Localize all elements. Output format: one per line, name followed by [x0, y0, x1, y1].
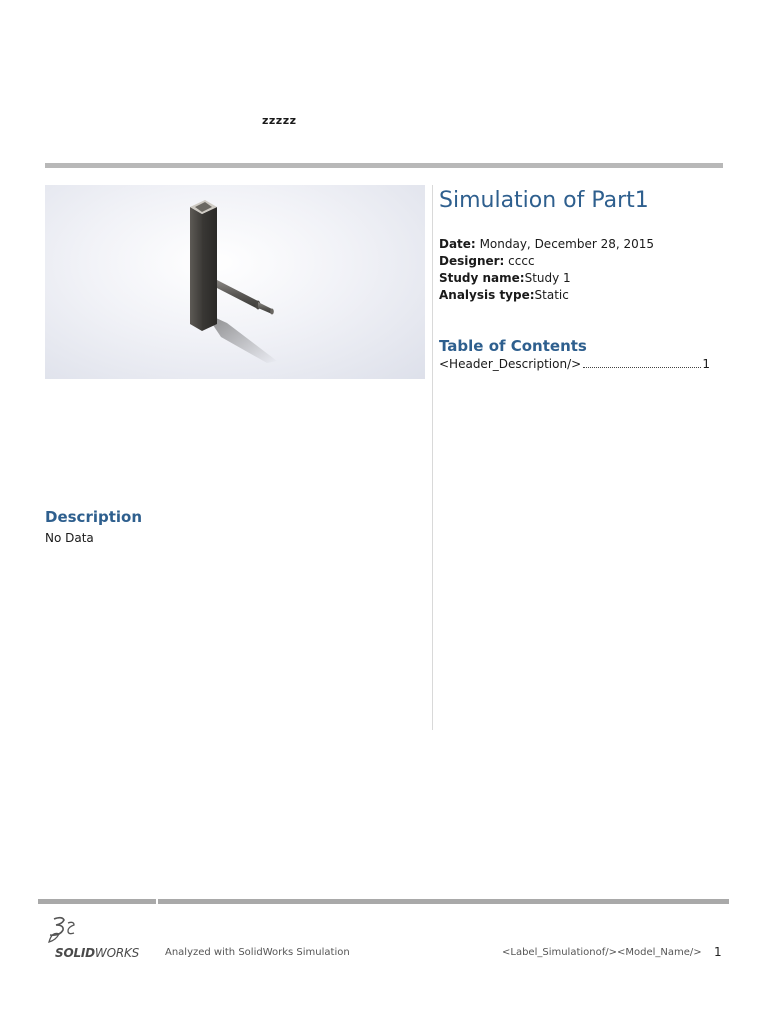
- meta-value: cccc: [508, 254, 535, 268]
- meta-label: Study name:: [439, 271, 525, 285]
- meta-designer: [439, 253, 729, 270]
- part-render: [45, 185, 425, 379]
- toc-entry-page[interactable]: 1: [702, 357, 710, 371]
- toc-heading: Table of Contents: [439, 337, 587, 355]
- meta-label: Date:: [439, 237, 476, 251]
- meta-analysis-type: [439, 287, 729, 304]
- footer-model-label: <Label_Simulationof/><Model_Name/>: [502, 947, 702, 958]
- footer-rule-gap: [156, 899, 158, 904]
- header-rule: [45, 163, 723, 168]
- meta-value: Study 1: [524, 271, 571, 285]
- logo-light: WORKS: [94, 946, 140, 960]
- toc-entry[interactable]: [439, 356, 710, 372]
- meta-label: Designer:: [439, 254, 505, 268]
- page-number: 1: [714, 945, 722, 959]
- logo-wordmark: [55, 946, 139, 960]
- 3ds-logo-icon: [46, 915, 76, 945]
- report-title: Simulation of Part1: [439, 188, 649, 213]
- meta-value: Monday, December 28, 2015: [479, 237, 655, 251]
- description-heading: Description: [45, 508, 143, 526]
- meta-value: Static: [534, 288, 569, 302]
- logo-bold: SOLID: [55, 946, 95, 960]
- meta-date: [439, 236, 729, 253]
- model-preview-image: [45, 185, 425, 379]
- report-summary: [439, 186, 729, 372]
- description-text: No Data: [45, 531, 94, 545]
- footer-analyzed-with: Analyzed with SolidWorks Simulation: [165, 947, 350, 958]
- footer-rule: [38, 899, 729, 904]
- toc-leader-dots: [583, 367, 701, 368]
- company-name: zzzzz: [262, 114, 297, 127]
- toc-entry-label[interactable]: <Header_Description/>: [439, 357, 582, 371]
- column-divider: [432, 185, 433, 730]
- meta-label: Analysis type:: [439, 288, 535, 302]
- solidworks-logo: [46, 915, 151, 965]
- meta-study-name: [439, 270, 729, 287]
- description-section: [45, 507, 142, 547]
